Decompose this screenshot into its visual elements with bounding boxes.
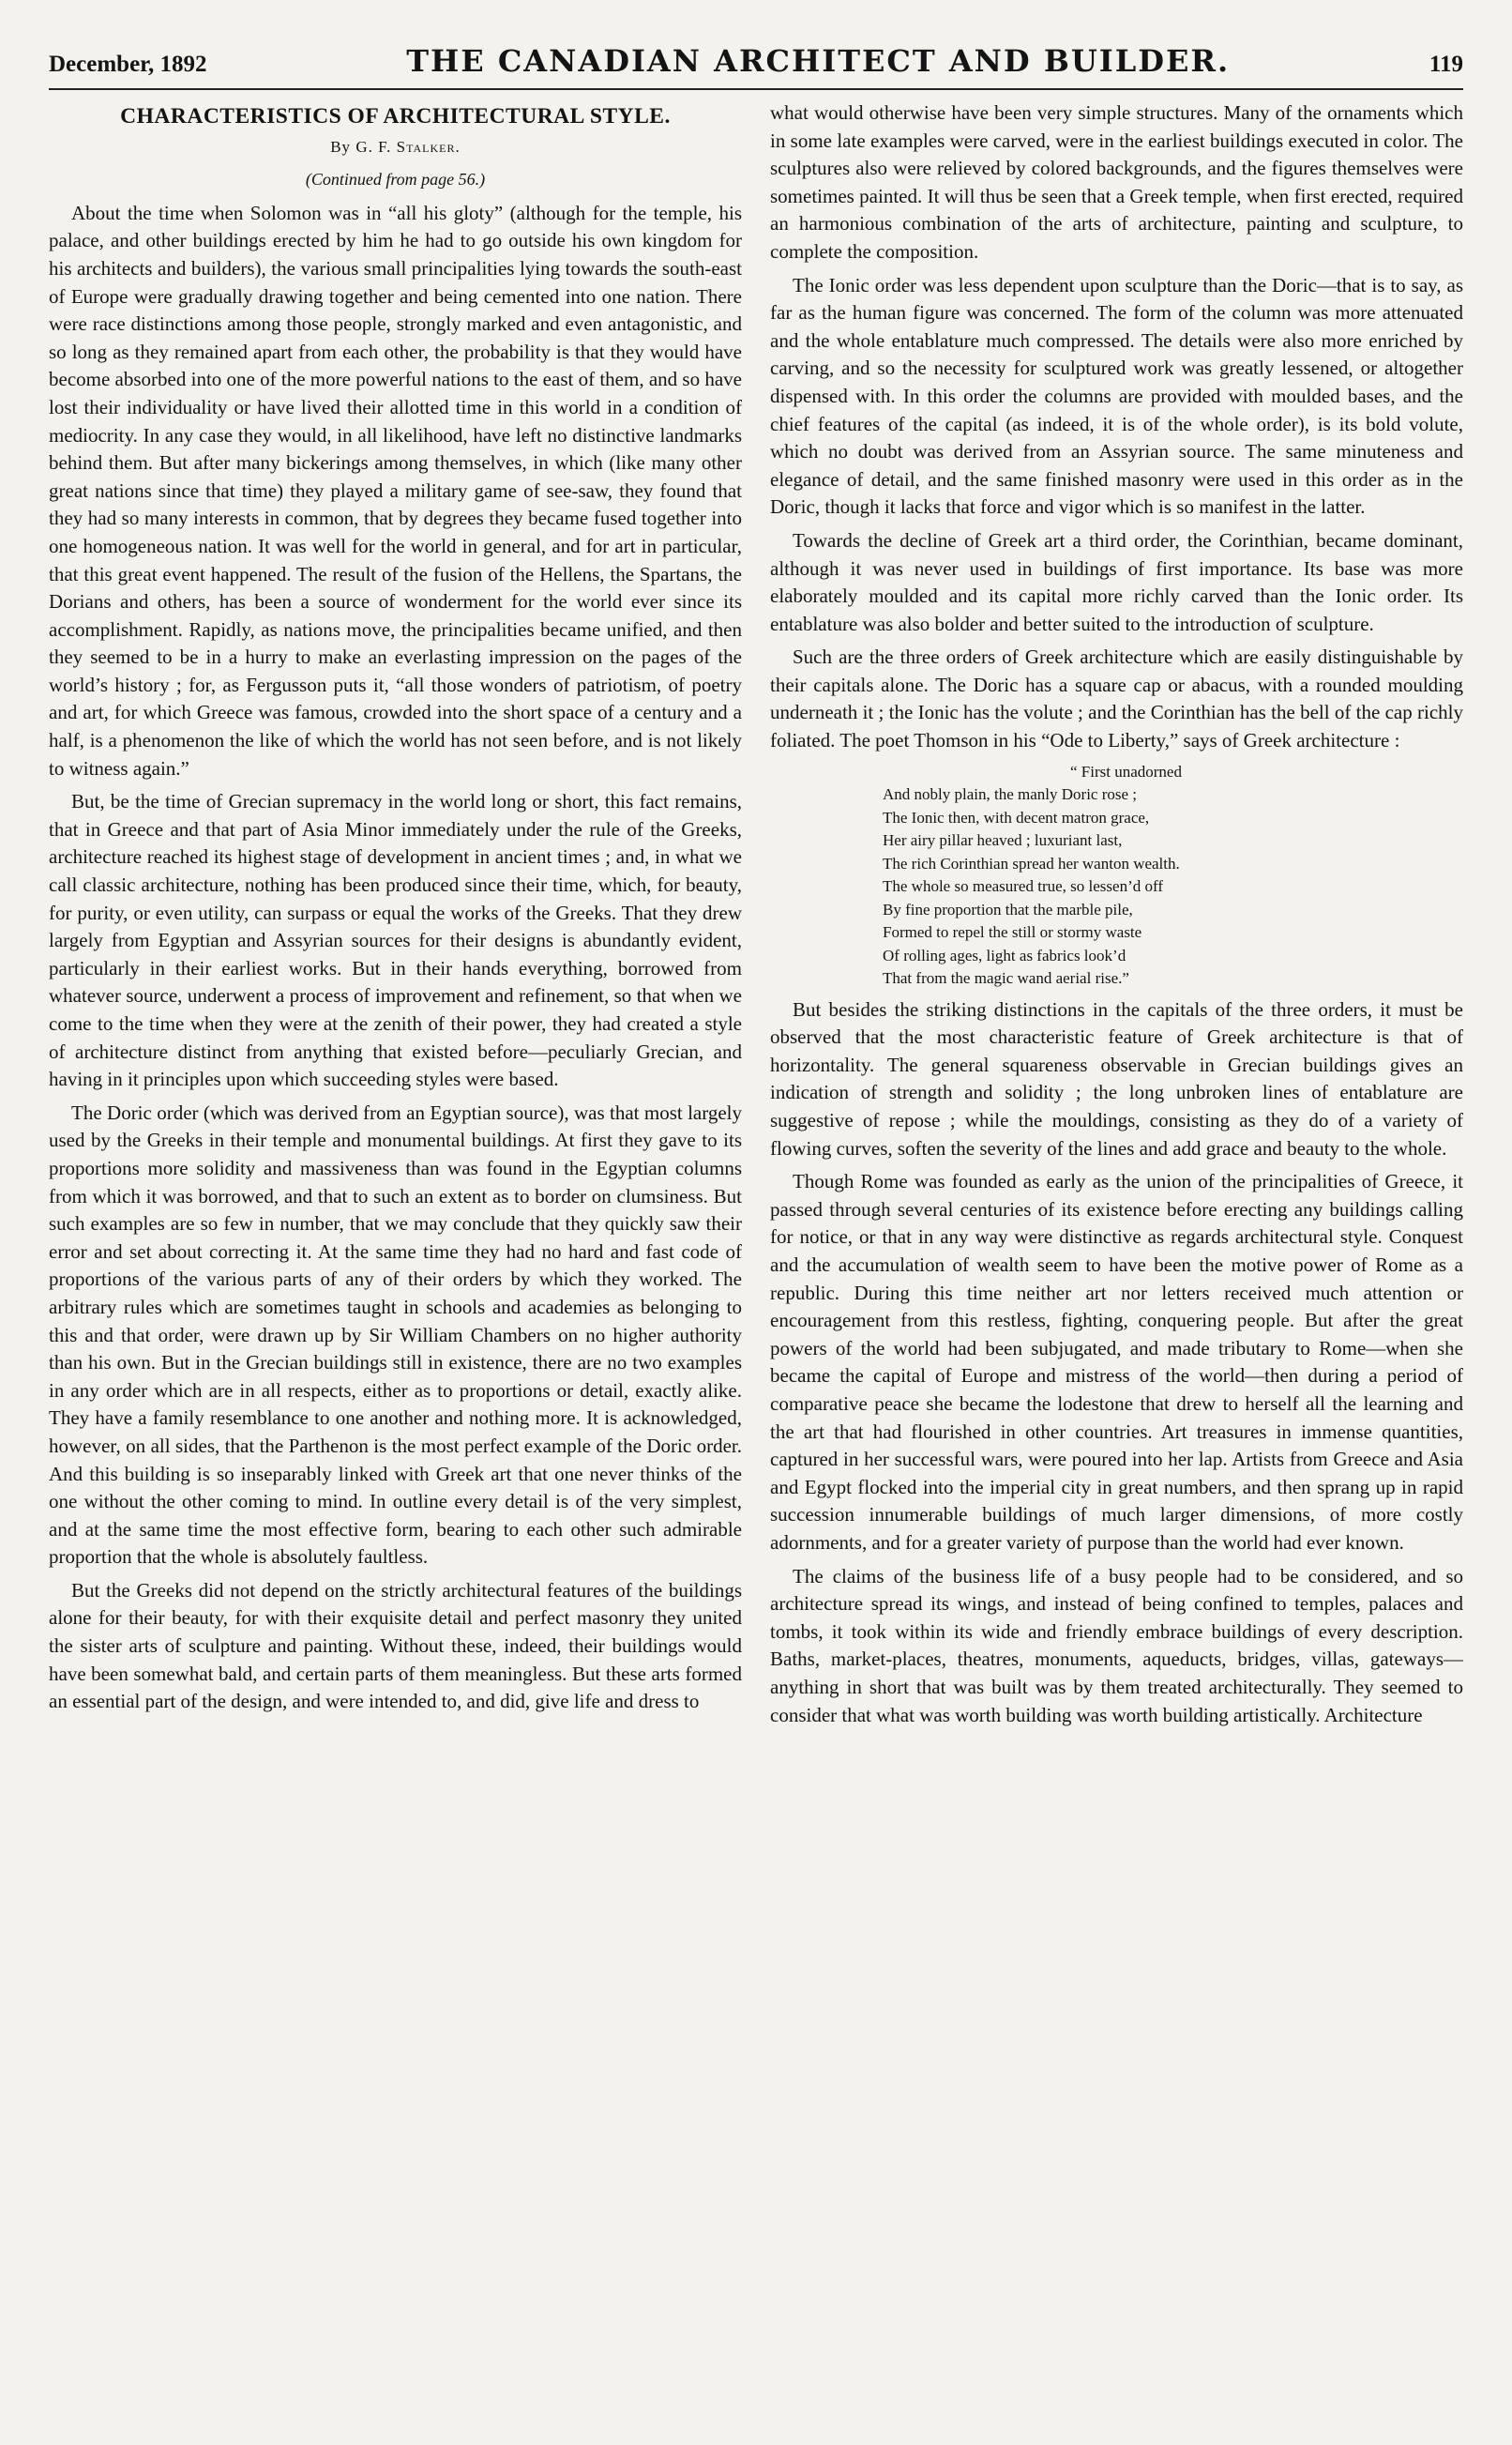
column-left	[49, 99, 742, 2445]
paragraph: The claims of the business life of a busy people had to be considered, and so architecture spread its wings, and instead of being confined to temples, palaces and tombs, it took within its wide and friendly embrace buildings of every description. Baths, market-places, theatres, monuments, aqueducts, bridges, villas, gateways—anything in short that was built was by them treated architecturally. They seemed to consider that what was worth building was worth building artistically. Architecture	[770, 1564, 1463, 1726]
article-title: CHARACTERISTICS OF ARCHITECTURAL STYLE.	[120, 104, 671, 129]
paragraph: But, be the time of Grecian supremacy in the world long or short, this fact remains, that in Greece and that part of Asia Minor immediately under the rule of the Greeks, architecture reached its highest stage of development in ancient times ; and, in what we call classic architecture, nothing has been produced since their time, which, for beauty, for purity, or even utility, can surpass or equal the works of the Greeks. That they drew largely from Egyptian and Assyrian sources for their designs is abundantly evident, particularly in their earliest works. But in their hands everything, borrowed from whatever source, underwent a process of improvement and refinement, so that when we come to the time when they were at the zenith of their power, they had created a style of architecture distinct from anything that existed before—peculiarly Grecian, and having in it principles upon which succeeding styles were based.	[49, 790, 742, 1091]
continued-note: (Continued from page 56.)	[305, 170, 486, 190]
paragraph: But the Greeks did not depend on the strictly architectural features of the buildings alone for their beauty, for with their exquisite detail and perfect masonry they united the sister arts of sculpture and painting. Without these, indeed, their buildings would have been somewhat bald, and certain parts of them meaningless. But these arts formed an essential part of the design, and were intended to, and did, give life and dress to	[49, 1578, 742, 1713]
poem-line: The rich Corinthian spread her wanton wealth.	[883, 854, 1180, 873]
poem-line: “ First unadorned	[1070, 762, 1182, 781]
poem-line: By fine proportion that the marble pile,	[883, 900, 1133, 919]
poem-line: And nobly plain, the manly Doric rose ;	[883, 785, 1138, 804]
paragraph: Though Rome was founded as early as the union of the principalities of Greece, it passed through several centuries of its existence before erecting any buildings calling for notice, or that in any way were distinctive as regards architectural style. Conquest and the accumulation of wealth seem to have been the motive power of Rome as a republic. During this time neither art nor letters received much attention or encouragement from this restless, fighting, conquering people. But after the great powers of the world had been subjugated, and made tributary to Rome—when she became the capital of Europe and mistress of the world—then during a period of comparative peace she became the lodestone that drew to herself all the learning and the art that had flourished in other countries. Art treasures in immense quantities, captured in her successful wars, were poured into her lap. Artists from Greece and Asia and Egypt flocked into the imperial city in great numbers, and then sprang up in rapid succession innumerable buildings of much larger dimensions, of more costly adornments, and for a greater variety of purpose than the world had ever known.	[770, 1170, 1463, 1554]
poem-line: Of rolling ages, light as fabrics look’d	[883, 946, 1126, 964]
paragraph: But besides the striking distinctions in the capitals of the three orders, it must be observed that the most characteristic feature of Greek architecture is that of horizontality. The general squareness observable in Grecian buildings gives an indication of strength and solidity ; the long unbroken lines of entablature are suggestive of repose ; while the mouldings, consisting as they do of a variety of flowing curves, soften the severity of the lines and add grace and beauty to the whole.	[770, 997, 1463, 1160]
poem-line: Her airy pillar heaved ; luxuriant last,	[883, 831, 1123, 850]
paragraph: Such are the three orders of Greek architecture which are easily distinguishable by their capitals alone. The Doric has a square cap or abacus, with a rounded moulding underneath it ; the Ionic has the volute ; and the Corinthian has the bell of the cap richly foliated. The poet Thomson in his “Ode to Liberty,” says of Greek architecture :	[770, 645, 1463, 752]
byline-prefix: By	[330, 137, 352, 156]
running-header	[49, 43, 1463, 90]
poem-quotation	[883, 761, 1463, 991]
poem-line: The whole so measured true, so lessen’d off	[883, 877, 1163, 896]
page-number: 119	[1429, 52, 1463, 77]
paragraph: The Doric order (which was derived from an Egyptian source), was that most largely used by the Greeks in their temple and monumental buildings. At first they gave to its proportions more solidity and massiveness than was found in the Egyptian columns from which it was borrowed, and that to such an extent as to border on clumsiness. But such examples are so few in number, that we may conclude that they quickly saw their error and set about correcting it. At the same time they had no hard and fast code of proportions of the various parts of any of their orders by which they worked. The arbitrary rules which are sometimes taught in schools and academies as belonging to this and that order, were drawn up by Sir William Chambers on no higher authority than his own. But in the Grecian buildings still in existence, there are no two examples in any order which are in all respects, either as to proportions or detail, exactly alike. They have a family resemblance to one another and nothing more. It is acknowledged, however, on all sides, that the Parthenon is the most perfect example of the Doric order. And this building is so inseparably linked with Greek art that one never thinks of the one without the other coming to mind. In outline every detail is of the very simplest, and at the same time the most effective form, bearing to each other such admirable proportion that the whole is absolutely faultless.	[49, 1101, 742, 1569]
author-name: G. F. Stalker.	[355, 137, 461, 156]
article-columns	[49, 99, 1463, 2445]
column-right	[770, 99, 1463, 2445]
poem-line: The Ionic then, with decent matron grace,	[883, 808, 1150, 827]
issue-date: December, 1892	[49, 52, 207, 77]
journal-title: THE CANADIAN ARCHITECT AND BUILDER.	[406, 43, 1231, 79]
paragraph: Towards the decline of Greek art a third order, the Corinthian, became dominant, although it was never used in buildings of first importance. Its base was more elaborately moulded and its capital more richly carved than the Ionic order. Its entablature was also bolder and better suited to the introduction of sculpture.	[770, 528, 1463, 635]
paragraph: The Ionic order was less dependent upon sculpture than the Doric—that is to say, as far as the human figure was concerned. The form of the column was more attenuated and the whole entablature much compressed. The details were also more enriched by carving, and so the necessity for sculptured work was greatly lessened, or altogether dispensed with. In this order the columns are provided with moulded bases, and the chief features of the capital (as indeed, it is of the whole order), is its bold volute, which no doubt was derived from an Assyrian source. The same minuteness and elegance of detail, and the same finished masonry were used in this order as in the Doric, though it lacks that force and vigor which is so manifest in the latter.	[770, 273, 1463, 519]
paragraph: About the time when Solomon was in “all his gloty” (although for the temple, his palace, and other buildings erected by him he had to go outside his own kingdom for his architects and builders), the various small principalities lying towards the south-east of Europe were gradually drawing together and being cemented into one nation. There were race distinctions among those people, strongly marked and even antagonistic, and so long as they remained apart from each other, the probability is that they would have become absorbed into one of the more powerful nations to the east of them, and so have lost their individuality or have lived their allotted time in this world in a condition of mediocrity. In any case they would, in all likelihood, have left no distinctive landmarks behind them. But after many bickerings among themselves, in which (like many other great nations since that time) they played a military game of see-saw, they found that they had so many interests in common, that by degrees they became fused together into one homogeneous nation. It was well for the world in general, and for art in particular, that this great event happened. The result of the fusion of the Hellens, the Spartans, the Dorians and others, has been a source of wonderment for the world ever since its accomplishment. Rapidly, as nations move, the principalities became unified, and then they seemed to be in a hurry to make an everlasting impression on the pages of the world’s history ; for, as Fergusson puts it, “all those wonders of patriotism, of poetry and art, for which Greece was famous, crowded into the short space of a century and a half, is a phenomenon the like of which the world has not seen before, and is not likely to witness again.”	[49, 201, 742, 780]
paragraph: what would otherwise have been very simple structures. Many of the ornaments which in some late examples were carved, were in the earliest buildings executed in color. The sculptures also were relieved by colored backgrounds, and the figures themselves were sometimes painted. It will thus be seen that a Greek temple, when first erected, required an harmonious combination of the arts of architecture, painting and sculpture, to complete the composition.	[770, 101, 1463, 263]
poem-line: Formed to repel the still or stormy waste	[883, 923, 1142, 942]
byline	[49, 133, 742, 161]
poem-line: That from the magic wand aerial rise.”	[883, 969, 1129, 988]
